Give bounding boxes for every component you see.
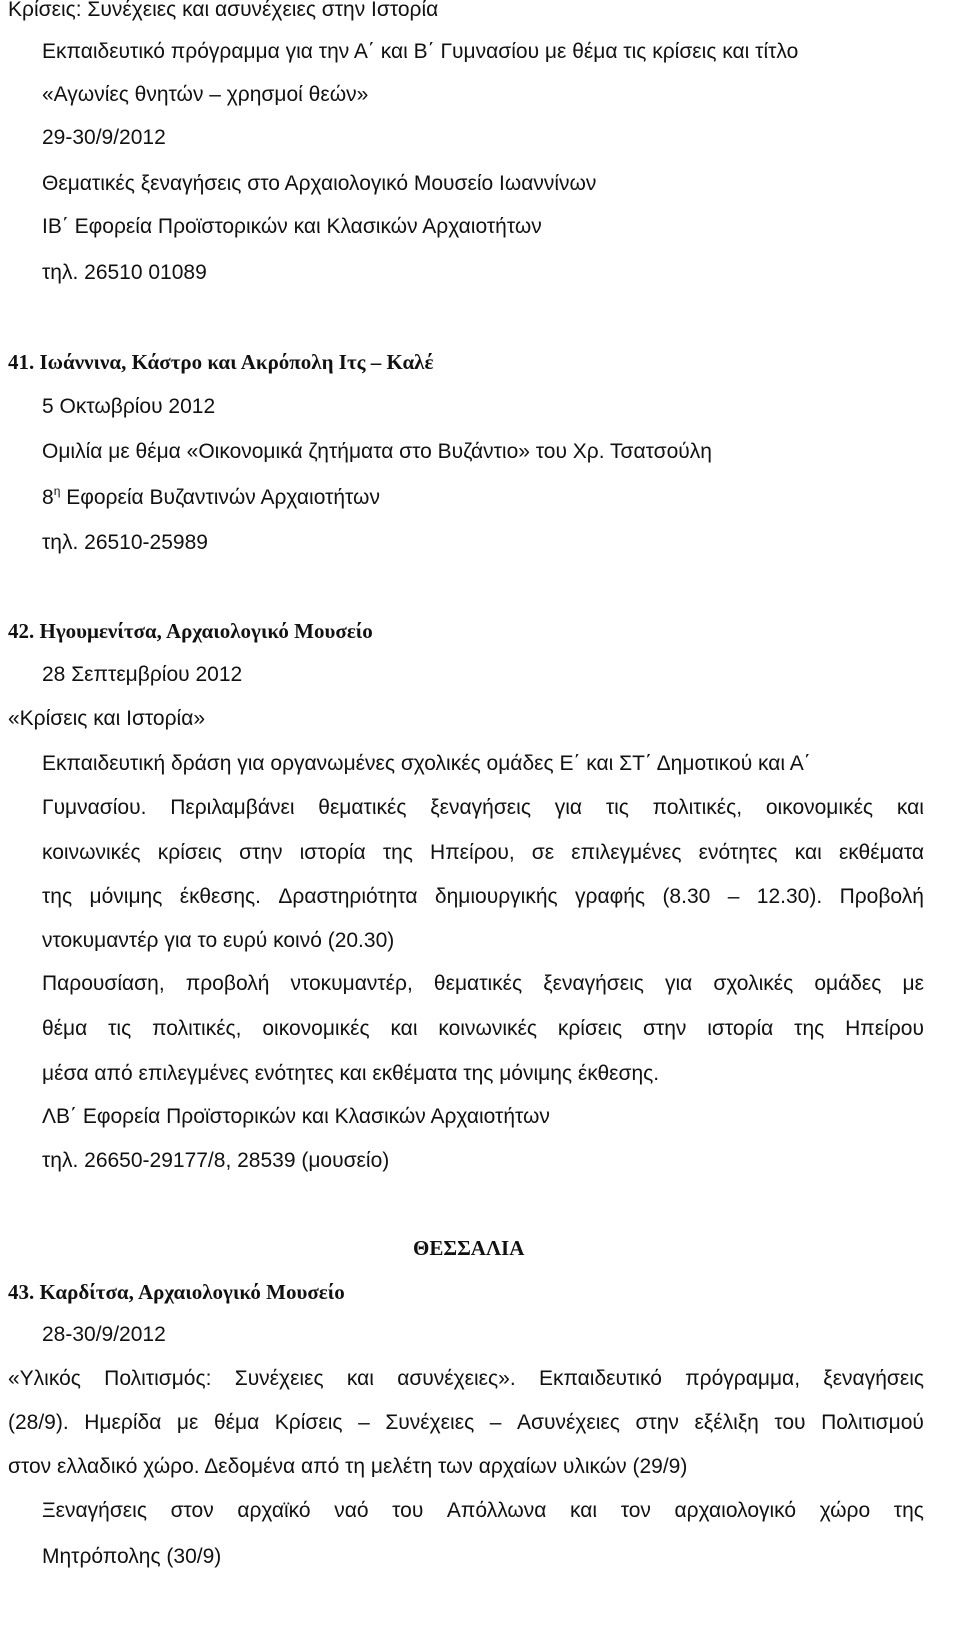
word: Περιλαμβάνει [170, 796, 295, 819]
top-heading: Κρίσεις: Συνέχειες και ασυνέχειες στην Ιστορία [8, 0, 439, 21]
word: της [893, 1499, 924, 1522]
entry-41-date: 5 Οκτωβρίου 2012 [42, 395, 216, 418]
word: και [346, 1367, 374, 1390]
entry-43-date: 28-30/9/2012 [42, 1323, 166, 1346]
word: ξεναγήσεις [543, 972, 644, 995]
entry-42-ephorate: ΛΒ΄ Εφορεία Προϊστορικών και Κλασικών Αρχαιοτήτων [42, 1105, 550, 1128]
word: γραφής [575, 885, 646, 908]
word: και [896, 796, 924, 819]
entry-41-ephorate-number: 8 [42, 486, 54, 509]
word: με [902, 972, 924, 995]
region-heading: ΘΕΣΣΑΛΙΑ [413, 1236, 525, 1260]
word: – [489, 1411, 502, 1434]
word: με [176, 1411, 199, 1434]
word: ασυνέχειες». [397, 1367, 516, 1390]
word: Ασυνέχειες [517, 1411, 620, 1434]
word: ξεναγήσεις [430, 796, 531, 819]
entry-42-line: Εκπαιδευτική δράση για οργανωμένες σχολικές ομάδες Ε΄ και ΣΤ΄ Δημοτικού και Α΄ [42, 752, 811, 775]
word: ομάδες [814, 972, 882, 995]
word: του [392, 1499, 424, 1522]
word: Δραστηριότητα [278, 885, 418, 908]
word: δημιουργικής [434, 885, 558, 908]
word: Συνέχειες [234, 1367, 324, 1390]
word: οικονομικές [262, 1017, 370, 1040]
word: Κρίσεις [274, 1411, 343, 1434]
word: και [390, 1017, 418, 1040]
entry-43-line: Μητρόπολης (30/9) [42, 1545, 222, 1568]
entry-42-line [42, 884, 924, 910]
entry-41-ephorate-name: Εφορεία Βυζαντινών Αρχαιοτήτων [60, 486, 380, 509]
word: κρίσεις [557, 1017, 623, 1040]
word: θέμα [42, 1017, 88, 1040]
word: σε [531, 841, 555, 864]
word: Πολιτισμού [821, 1411, 924, 1434]
top-tours: Θεματικές ξεναγήσεις στο Αρχαιολογικό Μουσείο Ιωαννίνων [42, 172, 597, 195]
word: Ηπείρου [845, 1017, 924, 1040]
entry-43-line: στον ελλαδικό χώρο. Δεδομένα από τη μελέτη των αρχαίων υλικών (29/9) [8, 1455, 688, 1478]
word: της [42, 885, 73, 908]
word: τον [620, 1499, 651, 1522]
word: χώρο [819, 1499, 871, 1522]
entry-41-ephorate [42, 485, 380, 511]
word: Ξεναγήσεις [42, 1499, 147, 1522]
entry-43-line [8, 1410, 924, 1436]
entry-41-ephorate-ordinal: η [53, 484, 61, 498]
entry-42-date: 28 Σεπτεμβρίου 2012 [42, 663, 243, 686]
entry-42-phone: τηλ. 26650-29177/8, 28539 (μουσείο) [42, 1149, 390, 1172]
word: σχολικές [713, 972, 794, 995]
word: Γυμνασίου. [42, 796, 147, 819]
top-program: Εκπαιδευτικό πρόγραμμα για την Α΄ και Β΄ Γυμνασίου με θέμα τις κρίσεις και τίτλο [42, 40, 799, 63]
top-phone: τηλ. 26510 01089 [42, 261, 207, 284]
entry-43-line [42, 1498, 924, 1524]
word: αρχαιολογικό [674, 1499, 797, 1522]
word: προβολή [185, 972, 270, 995]
word: αρχαϊκό [237, 1499, 311, 1522]
entry-41-heading: 41. Ιωάννινα, Κάστρο και Ακρόπολη Ιτς – Καλέ [8, 350, 434, 374]
entry-42-line [42, 971, 924, 997]
word: Εκπαιδευτικό [538, 1367, 662, 1390]
word: 12.30). [756, 885, 823, 908]
word: Προβολή [839, 885, 924, 908]
word: Συνέχειες [385, 1411, 475, 1434]
word: ναό [334, 1499, 369, 1522]
word: εκθέματα [838, 841, 924, 864]
word: θεματικές [318, 796, 407, 819]
top-title: «Αγωνίες θνητών – χρησμοί θεών» [42, 83, 369, 106]
word: Ηπείρου, [430, 841, 515, 864]
word: στην [635, 1411, 679, 1434]
word: θεματικές [433, 972, 523, 995]
word: κοινωνικές [42, 841, 141, 864]
word: της [382, 841, 413, 864]
word: εξέλιξη [694, 1411, 759, 1434]
word: (28/9). [8, 1411, 69, 1434]
word: τις [108, 1017, 132, 1040]
top-date: 29-30/9/2012 [42, 126, 166, 149]
word: πρόγραμμα, [685, 1367, 801, 1390]
word: και [570, 1499, 598, 1522]
word: της [794, 1017, 825, 1040]
word: μόνιμης [89, 885, 163, 908]
word: στον [170, 1499, 214, 1522]
word: Ημερίδα [84, 1411, 162, 1434]
word: κοινωνικές [438, 1017, 537, 1040]
word: κρίσεις [157, 841, 222, 864]
entry-42-line [42, 840, 924, 866]
word: στην [642, 1017, 687, 1040]
entry-41-lecture: Ομιλία με θέμα «Οικονομικά ζητήματα στο Βυζάντιο» του Χρ. Τσατσούλη [42, 440, 712, 463]
word: – [727, 885, 740, 908]
word: ντοκυμαντέρ, [290, 972, 413, 995]
word: – [358, 1411, 370, 1434]
word: ξεναγήσεις [823, 1367, 924, 1390]
entry-43-line [8, 1366, 924, 1392]
word: τις [605, 796, 629, 819]
word: για [554, 796, 583, 819]
word: επιλεγμένες [571, 841, 682, 864]
entry-43-heading: 43. Καρδίτσα, Αρχαιολογικό Μουσείο [8, 1280, 345, 1304]
entry-42-line: μέσα από επιλεγμένες ενότητες και εκθέματα της μόνιμης έκθεσης. [42, 1062, 660, 1085]
entry-42-line [42, 1016, 924, 1042]
word: ιστορία [299, 841, 366, 864]
word: στην [239, 841, 283, 864]
entry-41-phone: τηλ. 26510-25989 [42, 531, 208, 554]
entry-42-line [42, 795, 924, 821]
word: ιστορία [707, 1017, 774, 1040]
word: για [665, 972, 693, 995]
entry-42-line: ντοκυμαντέρ για το ευρύ κοινό (20.30) [42, 929, 395, 952]
word: και [794, 841, 822, 864]
word: πολιτικές, [152, 1017, 242, 1040]
word: Παρουσίαση, [42, 972, 165, 995]
word: Απόλλωνα [446, 1499, 547, 1522]
word: πολιτικές, [652, 796, 743, 819]
entry-42-heading: 42. Ηγουμενίτσα, Αρχαιολογικό Μουσείο [8, 619, 373, 643]
word: ενότητες [698, 841, 778, 864]
word: (8.30 [662, 885, 711, 908]
word: Πολιτισμός: [104, 1367, 212, 1390]
word: οικονομικές [765, 796, 874, 819]
word: έκθεσης. [179, 885, 261, 908]
word: θέμα [213, 1411, 260, 1434]
entry-42-title: «Κρίσεις και Ιστορία» [8, 707, 206, 730]
word: του [774, 1411, 806, 1434]
top-ephorate: ΙΒ΄ Εφορεία Προϊστορικών και Κλασικών Αρχαιοτήτων [42, 215, 542, 238]
word: «Υλικός [8, 1367, 81, 1390]
